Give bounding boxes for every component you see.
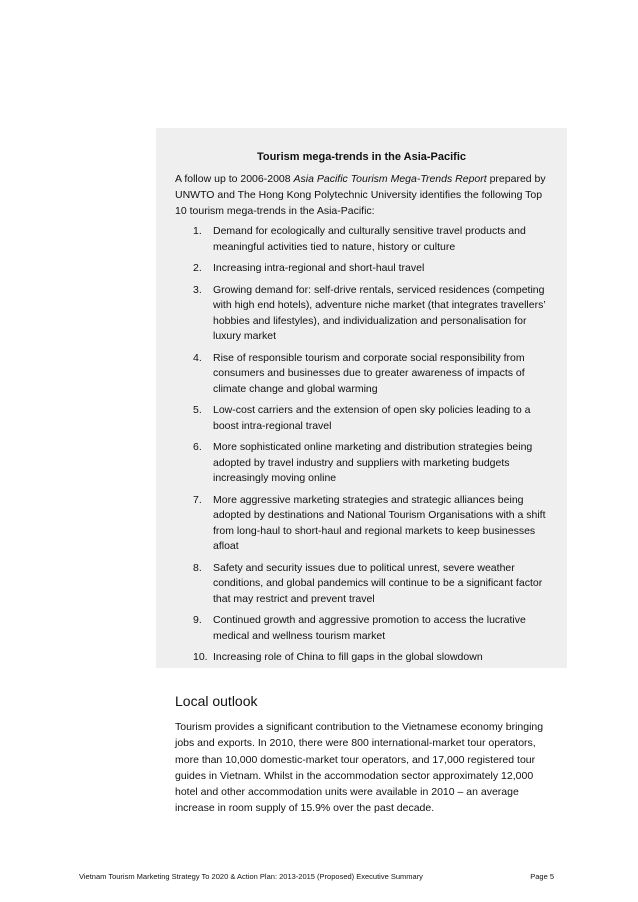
- list-number: 10.: [193, 651, 208, 663]
- intro-text: A follow up to 2006-2008: [175, 173, 294, 185]
- list-text: Rise of responsible tourism and corporate social responsibility from consumers and businesses due to greater awareness of impacts of climate change and global warming: [213, 351, 525, 395]
- list-item: [175, 283, 555, 345]
- list-number: 9.: [193, 614, 202, 626]
- list-number: 2.: [193, 262, 202, 274]
- list-text: Increasing intra-regional and short-haul travel: [213, 262, 425, 274]
- list-item: [175, 561, 555, 608]
- intro-text-rest: prepared by UNWTO and The Hong Kong Polytechnic University identifies the following Top 10 tourism mega-trends in the Asia-Pacific:: [175, 173, 546, 217]
- list-text: Continued growth and aggressive promotion to access the lucrative medical and wellness tourism market: [213, 614, 526, 642]
- section-heading: Local outlook: [175, 693, 258, 709]
- list-text: Growing demand for: self-drive rentals, serviced residences (competing with high end hotels), adventure niche market (that integrates travellers’ hobbies and lifestyles), and individualization and personalisation for luxury market: [213, 283, 546, 342]
- list-text: Safety and security issues due to political unrest, severe weather conditions, and global pandemics will continue to be a significant factor that may restrict and prevent travel: [213, 561, 543, 605]
- list-number: 5.: [193, 404, 202, 416]
- list-item: [175, 403, 555, 434]
- list-number: 4.: [193, 351, 202, 364]
- list-item: [175, 224, 555, 255]
- report-title: Asia Pacific Tourism Mega-Trends Report: [293, 173, 487, 185]
- list-item: [175, 440, 555, 487]
- list-number: 8.: [193, 561, 202, 574]
- list-item: [175, 650, 555, 666]
- list-number: 1.: [193, 225, 202, 237]
- list-text: More aggressive marketing strategies and strategic alliances being adopted by destinations and National Tourism Organisations with a shift from long-haul to short-haul and regional markets to keep businesses afloat: [213, 493, 546, 552]
- list-text: Low-cost carriers and the extension of open sky policies leading to a boost intra-regional travel: [213, 404, 531, 432]
- list-item: [175, 351, 555, 398]
- megatrends-list: [175, 224, 555, 672]
- list-number: 6.: [193, 441, 202, 453]
- box-title: Tourism mega-trends in the Asia-Pacific: [256, 151, 467, 163]
- local-paragraph: Tourism provides a significant contribution to the Vietnamese economy bringing jobs and exports. In 2010, there were 800 international-market tour operators, more than 10,000 domestic-market tour operators, and 17,000 registered tour guides in Vietnam. Whilst in the accommodation sector approximately 12,000 hotel and other accommodation units were available in 2010 – an average increase in room supply of 15.9% over the past decade.: [175, 721, 544, 815]
- footer-title: Vietnam Tourism Marketing Strategy To 2020 & Action Plan: 2013-2015 (Proposed) Executive Summary: [79, 872, 423, 881]
- box-intro: [175, 171, 555, 219]
- list-text: Demand for ecologically and culturally sensitive travel products and meaningful activities tied to nature, history or culture: [213, 225, 526, 253]
- list-item: [175, 493, 555, 555]
- list-number: 7.: [193, 493, 202, 506]
- list-item: [175, 613, 555, 644]
- list-text: Increasing role of China to fill gaps in the global slowdown: [213, 651, 483, 663]
- list-number: 3.: [193, 283, 202, 296]
- page-number: Page 5: [530, 872, 554, 881]
- list-item: [175, 261, 555, 277]
- list-text: More sophisticated online marketing and distribution strategies being adopted by travel industry and suppliers with marketing budgets increasingly moving online: [213, 441, 533, 484]
